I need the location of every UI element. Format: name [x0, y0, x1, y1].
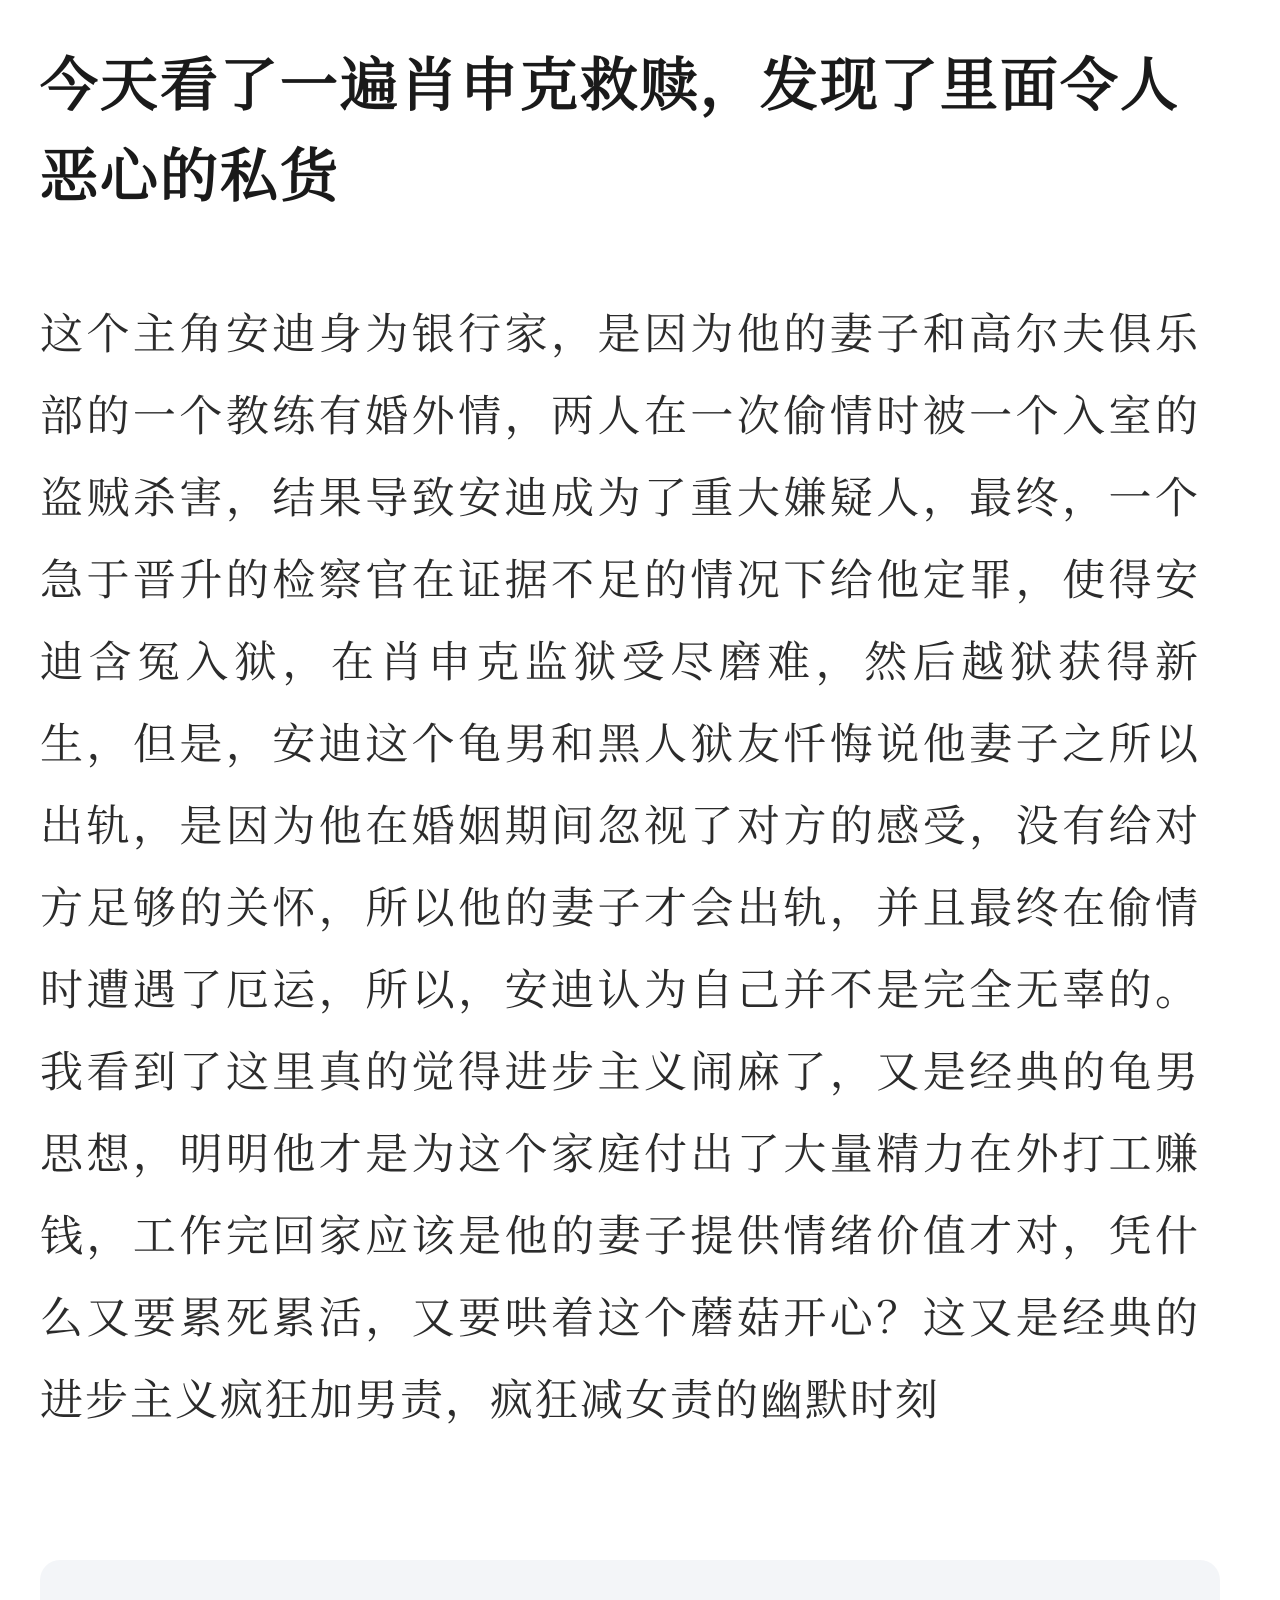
bottom-panel — [40, 1560, 1220, 1600]
post-title: 今天看了一遍肖申克救赎，发现了里面令人恶心的私货 — [40, 51, 1181, 210]
post-body: 这个主角安迪身为银行家，是因为他的妻子和高尔夫俱乐部的一个教练有婚外情，两人在一次偷情时被一个入室的盗贼杀害，结果导致安迪成为了重大嫌疑人，最终，一个急于晋升的检察官在证据不足的情况下给他定罪，使得安迪含冤入狱，在肖申克监狱受尽磨难，然后越狱获得新生，但是，安迪这个龟男和黑人狱友忏悔说他妻子之所以出轨，是因为他在婚姻期间忽视了对方的感受，没有给对方足够的关怀，所以他的妻子才会出轨，并且最终在偷情时遭遇了厄运，所以，安迪认为自己并不是完全无辜的。我看到了这里真的觉得进步主义闹麻了，又是经典的龟男思想，明明他才是为这个家庭付出了大量精力在外打工赚钱，工作完回家应该是他的妻子提供情绪价值才对，凭什么又要累死累活，又要哄着这个蘑菇开心？这又是经典的进步主义疯狂加男责，疯狂减女责的幽默时刻 — [40, 310, 1200, 1426]
post-content — [40, 40, 1200, 1442]
